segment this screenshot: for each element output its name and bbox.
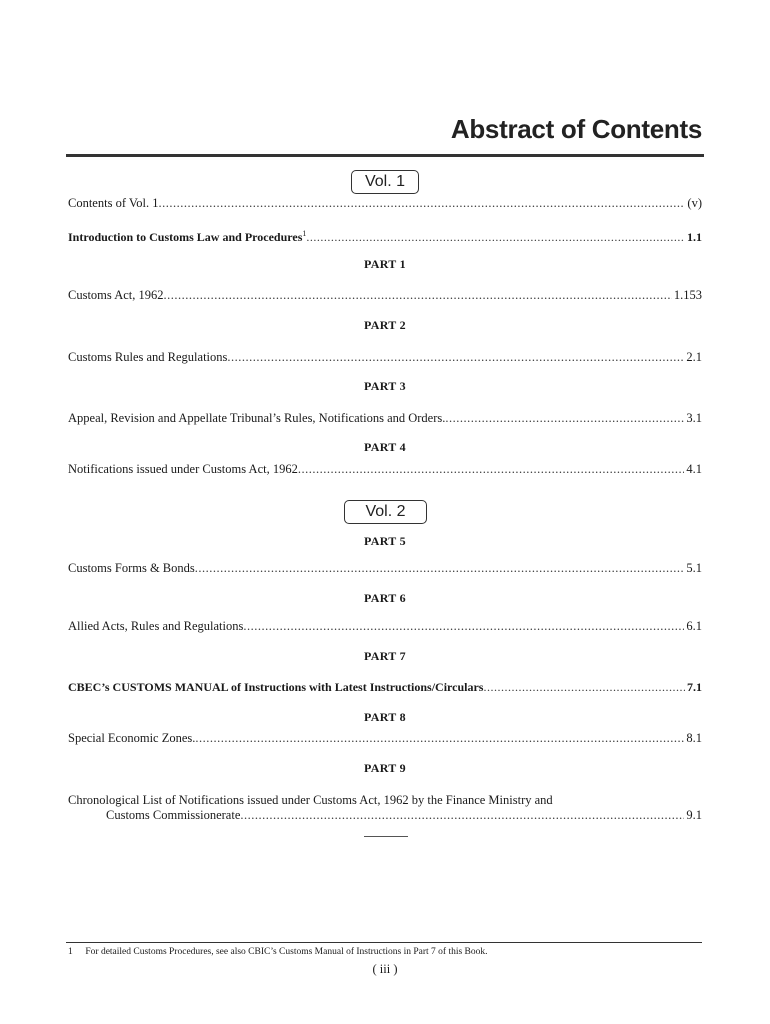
toc-entry-introduction[interactable]	[68, 226, 702, 245]
leader-dots	[195, 730, 684, 746]
toc-entry-label: Customs Act, 1962	[68, 288, 164, 302]
toc-entry-part-6[interactable]	[68, 618, 702, 634]
toc-entry-part-5[interactable]	[68, 560, 702, 576]
toc-entry-page: 9.1	[686, 808, 702, 822]
part-heading: PART 6	[364, 591, 406, 605]
vol-2-label: Vol. 2	[344, 500, 427, 524]
leader-dots	[298, 461, 685, 477]
toc-entry-label: Notifications issued under Customs Act, 1962	[68, 462, 298, 476]
toc-entry-part-4[interactable]	[68, 461, 702, 477]
toc-entry-label: Special Economic Zones.	[68, 731, 196, 745]
toc-entry-page: 6.1	[686, 619, 702, 633]
part-heading: PART 8	[364, 710, 406, 724]
toc-entry-part-1[interactable]	[68, 287, 702, 303]
part-heading: PART 2	[364, 318, 406, 332]
page-number: ( iii )	[372, 962, 398, 976]
toc-entry-label: Appeal, Revision and Appellate Tribunal’s Rules, Notifications and Orders.	[68, 411, 446, 425]
leader-dots	[195, 560, 685, 576]
toc-entry-part-9-label-line1[interactable]: Chronological List of Notifications issued under Customs Act, 1962 by the Finance Ministry and	[68, 793, 553, 807]
leader-dots	[227, 349, 684, 365]
toc-entry-page: 3.1	[686, 411, 702, 425]
toc-entry-label: Contents of Vol. 1	[68, 196, 159, 210]
leader-dots	[240, 807, 684, 823]
toc-entry-page: 1.1	[687, 230, 702, 244]
toc-entry-label: Allied Acts, Rules and Regulations	[68, 619, 244, 633]
toc-entry-page: 4.1	[686, 462, 702, 476]
toc-entry-page: 2.1	[686, 350, 702, 364]
toc-entry-page: 5.1	[686, 561, 702, 575]
leader-dots	[159, 195, 686, 211]
leader-dots	[306, 229, 685, 245]
toc-entry-label: Customs Forms & Bonds	[68, 561, 195, 575]
page-title: Abstract of Contents	[450, 114, 702, 144]
toc-entry-page: (v)	[687, 196, 702, 210]
footnote	[68, 947, 488, 957]
leader-dots	[164, 287, 672, 303]
toc-entry-label-text: Introduction to Customs Law and Procedures	[68, 230, 303, 244]
footnote-ref[interactable]: 1	[302, 229, 307, 238]
part-heading: PART 4	[364, 440, 406, 454]
toc-entry-page: 8.1	[686, 731, 702, 745]
part-heading: PART 9	[364, 761, 406, 775]
part-heading: PART 5	[364, 534, 406, 548]
leader-dots	[483, 679, 685, 695]
toc-entry-part-2[interactable]	[68, 349, 702, 365]
footnote-rule	[66, 942, 702, 943]
part-heading: PART 1	[364, 257, 406, 271]
toc-entry-part-9[interactable]	[106, 807, 702, 823]
toc-entry-label: Customs Rules and Regulations	[68, 350, 228, 364]
toc-entry-contents-vol1[interactable]	[68, 195, 702, 211]
part-heading: PART 7	[364, 649, 406, 663]
title-rule	[66, 154, 704, 157]
leader-dots	[445, 410, 684, 426]
toc-entry-label	[68, 226, 306, 245]
toc-entry-label: CBEC’s CUSTOMS MANUAL of Instructions with Latest Instructions/Circulars	[68, 680, 484, 694]
footnote-text: For detailed Customs Procedures, see also CBIC’s Customs Manual of Instructions in Part 7 of this Book.	[85, 947, 488, 957]
vol-1-label: Vol. 1	[351, 170, 419, 194]
toc-entry-label: Customs Commissionerate	[106, 808, 241, 822]
toc-entry-page: 1.153	[673, 288, 702, 302]
toc-entry-part-3[interactable]	[68, 410, 702, 426]
leader-dots	[243, 618, 684, 634]
toc-entry-part-7[interactable]	[68, 679, 702, 695]
footnote-number: 1	[68, 947, 73, 957]
part-heading: PART 3	[364, 379, 406, 393]
toc-entry-part-8[interactable]	[68, 730, 702, 746]
end-rule	[364, 836, 408, 837]
toc-entry-page: 7.1	[687, 680, 702, 694]
